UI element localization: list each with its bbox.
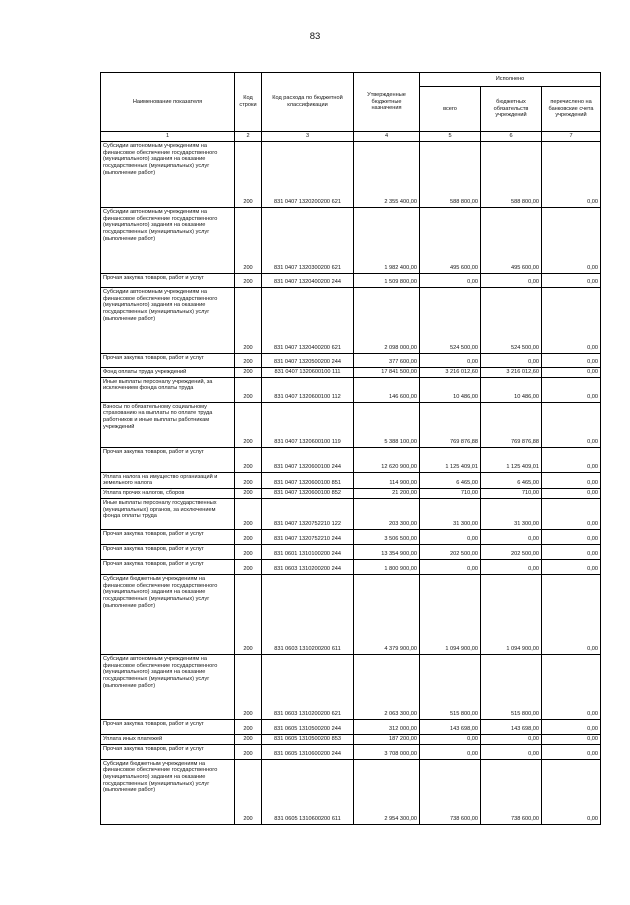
row-approved: 21 200,00 — [354, 489, 420, 499]
row-budget-code: 831 0605 1310500200 853 — [262, 734, 354, 744]
row-approved: 5 388 100,00 — [354, 402, 420, 447]
column-number: 5 — [420, 132, 481, 142]
row-executed-total: 710,00 — [420, 489, 481, 499]
row-line-code: 200 — [235, 759, 262, 824]
row-approved: 146 600,00 — [354, 377, 420, 402]
row-budget-code: 831 0407 1320600100 244 — [262, 447, 354, 472]
row-budget-code: 831 0407 1320600100 852 — [262, 489, 354, 499]
row-executed-total: 3 216 012,60 — [420, 368, 481, 378]
row-budget-code: 831 0407 1320600100 119 — [262, 402, 354, 447]
table-row — [101, 288, 601, 354]
row-executed-obligations: 515 800,00 — [481, 654, 542, 719]
row-line-code: 200 — [235, 368, 262, 378]
row-executed-total: 515 800,00 — [420, 654, 481, 719]
row-executed-total: 31 300,00 — [420, 498, 481, 529]
row-budget-code: 831 0605 1310500200 244 — [262, 719, 354, 734]
row-executed-total: 0,00 — [420, 354, 481, 368]
row-line-code: 200 — [235, 274, 262, 288]
header-executed-group: Исполнено — [420, 73, 601, 87]
column-number: 2 — [235, 132, 262, 142]
row-budget-code: 831 0601 1310100200 244 — [262, 544, 354, 559]
row-executed-transferred: 0,00 — [542, 734, 601, 744]
row-name: Прочая закупка товаров, работ и услуг — [101, 529, 235, 544]
row-budget-code: 831 0603 1310200200 244 — [262, 559, 354, 574]
row-name: Прочая закупка товаров, работ и услуг — [101, 559, 235, 574]
row-name: Фонд оплаты труда учреждений — [101, 368, 235, 378]
row-line-code: 200 — [235, 719, 262, 734]
row-executed-transferred: 0,00 — [542, 529, 601, 544]
table-row — [101, 377, 601, 402]
row-budget-code: 831 0407 1320400200 621 — [262, 288, 354, 354]
row-line-code: 200 — [235, 354, 262, 368]
row-line-code: 200 — [235, 447, 262, 472]
row-executed-transferred: 0,00 — [542, 402, 601, 447]
row-executed-transferred: 0,00 — [542, 574, 601, 654]
column-number: 4 — [354, 132, 420, 142]
column-numbers-row — [101, 132, 601, 142]
row-line-code: 200 — [235, 544, 262, 559]
row-executed-total: 738 600,00 — [420, 759, 481, 824]
table-row — [101, 719, 601, 734]
row-approved: 2 355 400,00 — [354, 142, 420, 208]
row-executed-obligations: 524 500,00 — [481, 288, 542, 354]
row-approved: 13 354 900,00 — [354, 544, 420, 559]
row-executed-transferred: 0,00 — [542, 288, 601, 354]
row-budget-code: 831 0407 1320400200 244 — [262, 274, 354, 288]
row-name: Взносы по обязательному социальному страхованию на выплаты по оплате труда работников и иные выплаты работникам учреждений — [101, 402, 235, 447]
table-row — [101, 274, 601, 288]
column-number: 6 — [481, 132, 542, 142]
header-approved: Утвержденные бюджетные назначения — [354, 73, 420, 132]
row-approved: 3 708 000,00 — [354, 744, 420, 759]
row-executed-total: 0,00 — [420, 274, 481, 288]
row-executed-total: 769 876,88 — [420, 402, 481, 447]
row-approved: 187 200,00 — [354, 734, 420, 744]
row-line-code: 200 — [235, 472, 262, 488]
table-body — [101, 142, 601, 825]
row-budget-code: 831 0407 1320300200 621 — [262, 208, 354, 274]
row-line-code: 200 — [235, 377, 262, 402]
row-executed-obligations: 10 486,00 — [481, 377, 542, 402]
budget-execution-table — [100, 72, 601, 825]
row-budget-code: 831 0603 1310200200 621 — [262, 654, 354, 719]
row-executed-transferred: 0,00 — [542, 472, 601, 488]
row-executed-transferred: 0,00 — [542, 208, 601, 274]
row-budget-code: 831 0407 1320200200 621 — [262, 142, 354, 208]
row-executed-obligations: 3 216 012,60 — [481, 368, 542, 378]
row-approved: 1 509 800,00 — [354, 274, 420, 288]
row-budget-code: 831 0407 1320600100 111 — [262, 368, 354, 378]
row-approved: 203 300,00 — [354, 498, 420, 529]
row-executed-transferred: 0,00 — [542, 489, 601, 499]
row-line-code: 200 — [235, 489, 262, 499]
row-executed-obligations: 6 465,00 — [481, 472, 542, 488]
row-executed-total: 0,00 — [420, 744, 481, 759]
row-budget-code: 831 0407 1320500200 244 — [262, 354, 354, 368]
row-executed-transferred: 0,00 — [542, 744, 601, 759]
row-executed-obligations: 202 500,00 — [481, 544, 542, 559]
row-line-code: 200 — [235, 734, 262, 744]
row-approved: 1 982 400,00 — [354, 208, 420, 274]
row-budget-code: 831 0603 1310200200 611 — [262, 574, 354, 654]
row-name: Субсидии бюджетным учреждениям на финансовое обеспечение государственного (муниципального) задания на оказание государственных (муниципальных) услуг (выполнение работ) — [101, 574, 235, 654]
row-executed-transferred: 0,00 — [542, 447, 601, 472]
column-number: 7 — [542, 132, 601, 142]
row-line-code: 200 — [235, 559, 262, 574]
row-name: Прочая закупка товаров, работ и услуг — [101, 274, 235, 288]
row-executed-transferred: 0,00 — [542, 274, 601, 288]
row-executed-transferred: 0,00 — [542, 354, 601, 368]
row-executed-total: 588 800,00 — [420, 142, 481, 208]
table-row — [101, 529, 601, 544]
row-line-code: 200 — [235, 288, 262, 354]
row-approved: 377 600,00 — [354, 354, 420, 368]
table-row — [101, 472, 601, 488]
column-number: 3 — [262, 132, 354, 142]
row-name: Уплата иных платежей — [101, 734, 235, 744]
row-approved: 312 000,00 — [354, 719, 420, 734]
row-line-code: 200 — [235, 498, 262, 529]
row-name: Прочая закупка товаров, работ и услуг — [101, 354, 235, 368]
table-row — [101, 489, 601, 499]
row-budget-code: 831 0407 1320600100 112 — [262, 377, 354, 402]
row-executed-total: 524 500,00 — [420, 288, 481, 354]
row-executed-transferred: 0,00 — [542, 759, 601, 824]
row-executed-obligations: 1 094 900,00 — [481, 574, 542, 654]
row-executed-total: 0,00 — [420, 529, 481, 544]
row-budget-code: 831 0407 1320600100 851 — [262, 472, 354, 488]
table-row — [101, 544, 601, 559]
table-row — [101, 559, 601, 574]
row-executed-obligations: 0,00 — [481, 559, 542, 574]
row-approved: 2 954 300,00 — [354, 759, 420, 824]
table-row — [101, 744, 601, 759]
row-line-code: 200 — [235, 574, 262, 654]
table-header — [101, 73, 601, 142]
row-executed-total: 0,00 — [420, 734, 481, 744]
row-executed-obligations: 31 300,00 — [481, 498, 542, 529]
row-executed-obligations: 0,00 — [481, 354, 542, 368]
row-executed-transferred: 0,00 — [542, 544, 601, 559]
row-name: Прочая закупка товаров, работ и услуг — [101, 544, 235, 559]
row-approved: 2 063 300,00 — [354, 654, 420, 719]
row-name: Уплата налога на имущество организаций и земельного налога — [101, 472, 235, 488]
row-name: Субсидии автономным учреждениям на финансовое обеспечение государственного (муниципального) задания на оказание государственных (муниципальных) услуг (выполнение работ) — [101, 288, 235, 354]
row-approved: 114 900,00 — [354, 472, 420, 488]
row-executed-total: 10 486,00 — [420, 377, 481, 402]
column-number: 1 — [101, 132, 235, 142]
row-name: Уплата прочих налогов, сборов — [101, 489, 235, 499]
row-approved: 1 800 900,00 — [354, 559, 420, 574]
row-executed-total: 1 094 900,00 — [420, 574, 481, 654]
row-executed-transferred: 0,00 — [542, 368, 601, 378]
header-budget-code: Код расхода по бюджетной классификации — [262, 73, 354, 132]
table-row — [101, 654, 601, 719]
row-executed-obligations: 0,00 — [481, 744, 542, 759]
row-executed-obligations: 0,00 — [481, 529, 542, 544]
table-row — [101, 402, 601, 447]
row-budget-code: 831 0605 1310600200 611 — [262, 759, 354, 824]
row-line-code: 200 — [235, 402, 262, 447]
row-name: Иные выплаты персоналу государственных (муниципальных) органов, за исключением фонда оплаты труда — [101, 498, 235, 529]
row-line-code: 200 — [235, 208, 262, 274]
row-name: Субсидии автономным учреждениям на финансовое обеспечение государственного (муниципального) задания на оказание государственных (муниципальных) услуг (выполнение работ) — [101, 208, 235, 274]
row-executed-total: 0,00 — [420, 559, 481, 574]
row-executed-obligations: 769 876,88 — [481, 402, 542, 447]
row-line-code: 200 — [235, 744, 262, 759]
row-name: Прочая закупка товаров, работ и услуг — [101, 447, 235, 472]
table-row — [101, 208, 601, 274]
row-budget-code: 831 0605 1310600200 244 — [262, 744, 354, 759]
table-row — [101, 574, 601, 654]
row-executed-total: 143 698,00 — [420, 719, 481, 734]
row-approved: 17 841 500,00 — [354, 368, 420, 378]
table-row — [101, 498, 601, 529]
row-executed-obligations: 710,00 — [481, 489, 542, 499]
row-name: Субсидии бюджетным учреждениям на финансовое обеспечение государственного (муниципального) задания на оказание государственных (муниципальных) услуг (выполнение работ) — [101, 759, 235, 824]
row-executed-obligations: 0,00 — [481, 274, 542, 288]
row-approved: 2 098 000,00 — [354, 288, 420, 354]
row-executed-total: 202 500,00 — [420, 544, 481, 559]
row-name: Субсидии автономным учреждениям на финансовое обеспечение государственного (муниципального) задания на оказание государственных (муниципальных) услуг (выполнение работ) — [101, 142, 235, 208]
row-executed-total: 495 600,00 — [420, 208, 481, 274]
row-executed-obligations: 495 600,00 — [481, 208, 542, 274]
table-row — [101, 447, 601, 472]
row-name: Субсидии автономным учреждениям на финансовое обеспечение государственного (муниципального) задания на оказание государственных (муниципальных) услуг (выполнение работ) — [101, 654, 235, 719]
row-name: Иные выплаты персоналу учреждений, за исключением фонда оплаты труда — [101, 377, 235, 402]
row-executed-transferred: 0,00 — [542, 142, 601, 208]
row-approved: 4 379 900,00 — [354, 574, 420, 654]
row-name: Прочая закупка товаров, работ и услуг — [101, 744, 235, 759]
header-transferred: перечислено на банковские счета учреждений — [542, 87, 601, 132]
header-line-code: Код строки — [235, 73, 262, 132]
header-total: всего — [420, 87, 481, 132]
row-executed-obligations: 588 800,00 — [481, 142, 542, 208]
row-executed-transferred: 0,00 — [542, 719, 601, 734]
row-executed-total: 1 125 409,01 — [420, 447, 481, 472]
table-row — [101, 142, 601, 208]
row-approved: 12 620 900,00 — [354, 447, 420, 472]
table-row — [101, 759, 601, 824]
row-executed-transferred: 0,00 — [542, 498, 601, 529]
page-number: 83 — [309, 31, 321, 42]
header-name: Наименование показателя — [101, 73, 235, 132]
table-row — [101, 734, 601, 744]
row-executed-transferred: 0,00 — [542, 654, 601, 719]
row-approved: 3 506 500,00 — [354, 529, 420, 544]
row-line-code: 200 — [235, 142, 262, 208]
header-obligations: бюджетных обязательств учреждений — [481, 87, 542, 132]
row-line-code: 200 — [235, 654, 262, 719]
row-budget-code: 831 0407 1320752210 244 — [262, 529, 354, 544]
row-executed-transferred: 0,00 — [542, 377, 601, 402]
table-row — [101, 354, 601, 368]
row-executed-obligations: 143 698,00 — [481, 719, 542, 734]
row-executed-obligations: 1 125 409,01 — [481, 447, 542, 472]
row-budget-code: 831 0407 1320752210 122 — [262, 498, 354, 529]
row-name: Прочая закупка товаров, работ и услуг — [101, 719, 235, 734]
row-executed-obligations: 0,00 — [481, 734, 542, 744]
row-line-code: 200 — [235, 529, 262, 544]
row-executed-obligations: 738 600,00 — [481, 759, 542, 824]
row-executed-transferred: 0,00 — [542, 559, 601, 574]
row-executed-total: 6 465,00 — [420, 472, 481, 488]
table-row — [101, 368, 601, 378]
